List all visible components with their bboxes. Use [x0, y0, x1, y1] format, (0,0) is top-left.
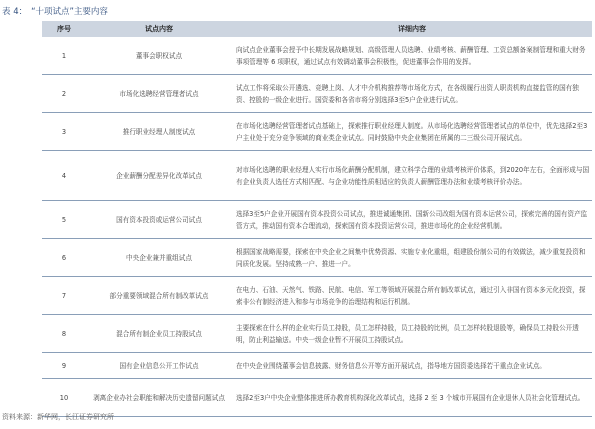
row-name: 国有资本投资或运营公司试点: [86, 201, 232, 239]
table-title: “十项试点”主要内容: [31, 7, 108, 17]
row-detail: 在电力、石油、天然气、铁路、民航、电信、军工等领域开展混合所有制改革试点，通过引入非国有资本多元化投资，探索非公有制经济进入和参与市场竞争的治理结构和运行机制。: [232, 277, 592, 315]
table-row: [42, 277, 592, 315]
row-detail: 对市场化选聘的职业经理人实行市场化薪酬分配机制，建立科学合理的业绩考核评价体系，到2020年左右，全面形成与国有企业负责人选任方式相匹配、与企业功能性质相适应的负责人薪酬管理办法和业绩考核评价办法。: [232, 151, 592, 201]
row-number: 1: [42, 37, 86, 75]
header-no: 序号: [42, 21, 86, 37]
table-row: [42, 201, 592, 239]
row-detail: 在中央企业围绕董事会信息披露、财务信息公开等方面开展试点，指导地方国资委选择若干重点企业试点。: [232, 353, 592, 379]
row-detail: 选择3至5户企业开展国有资本投资公司试点，推进诚通集团、国新公司改组为国有资本运营公司，探索完善的国有资产监管方式，推动国有资本合理流动，探索国有资本投资运营公司，推进市场化的企业经营机制。: [232, 201, 592, 239]
header-detail: 详细内容: [232, 21, 592, 37]
row-name: 推行职业经理人制度试点: [86, 113, 232, 151]
row-detail: 试点工作将采取公开遴选、竞聘上岗、人才中介机构推荐等市场化方式，在各级履行出资人职责机构直接监管的国有独资、控股的一级企业进行。国资委和各省市将分别选择3至5户企业进行试点。: [232, 75, 592, 113]
row-detail: 向试点企业董事会授予中长期发展战略规划、高级管理人员选聘、业绩考核、薪酬管理、工资总额备案制管理和重大财务事项管理等 6 项职权，通过试点有效调动董事会积极性，促进董事会作用的发挥。: [232, 37, 592, 75]
row-number: 8: [42, 315, 86, 353]
row-number: 3: [42, 113, 86, 151]
source-note: 资料来源：新华网，长江证券研究所: [2, 413, 114, 421]
row-name: 国有企业信息公开工作试点: [86, 353, 232, 379]
table-row: [42, 239, 592, 277]
row-detail: 根据国家战略需要，探索在中央企业之间集中优势资源、实施专业化重组，组建股份制公司的有效做法，减少重复投资和同质化发展。坚持成熟一户、推进一户。: [232, 239, 592, 277]
table-row: [42, 37, 592, 75]
table-row: [42, 113, 592, 151]
table-header-row: [42, 21, 592, 37]
row-detail: 主要探索在什么样的企业实行员工持股，员工怎样持股，员工持股的比例，员工怎样转股退股等，确保员工持股公开透明，防止利益输送。中央一级企业暂不开展员工持股试点。: [232, 315, 592, 353]
row-name: 企业薪酬分配差异化改革试点: [86, 151, 232, 201]
table-number: 表 4：: [2, 7, 28, 17]
row-detail: 选择2至3户中央企业整体推进所办教育机构深化改革试点，选择 2 至 3 个城市开展国有企业退休人员社会化管理试点。: [232, 379, 592, 417]
row-name: 混合所有制企业员工持股试点: [86, 315, 232, 353]
row-name: 剥离企业办社会职能和解决历史遗留问题试点: [86, 379, 232, 417]
row-number: 9: [42, 353, 86, 379]
row-number: 7: [42, 277, 86, 315]
row-number: 2: [42, 75, 86, 113]
table-row: [42, 379, 592, 417]
row-number: 10: [42, 379, 86, 417]
table-row: [42, 353, 592, 379]
row-name: 市场化选聘经营管理者试点: [86, 75, 232, 113]
pilot-table: [42, 21, 592, 417]
row-name: 董事会职权试点: [86, 37, 232, 75]
row-name: 中央企业兼并重组试点: [86, 239, 232, 277]
table-caption: [2, 5, 108, 17]
row-number: 4: [42, 151, 86, 201]
row-number: 6: [42, 239, 86, 277]
header-name: 试点内容: [86, 21, 232, 37]
row-detail: 在市场化选聘经营管理者试点基础上，探索推行职业经理人制度。从市场化选聘经营管理者试点的单位中，优先选择2至3户主业处于充分竞争领域的商业类企业试点。同时鼓励中央企业集团在所属的二三级公司开展试点。: [232, 113, 592, 151]
row-number: 5: [42, 201, 86, 239]
row-name: 部分重要领域混合所有制改革试点: [86, 277, 232, 315]
table-row: [42, 315, 592, 353]
table-row: [42, 151, 592, 201]
table-row: [42, 75, 592, 113]
